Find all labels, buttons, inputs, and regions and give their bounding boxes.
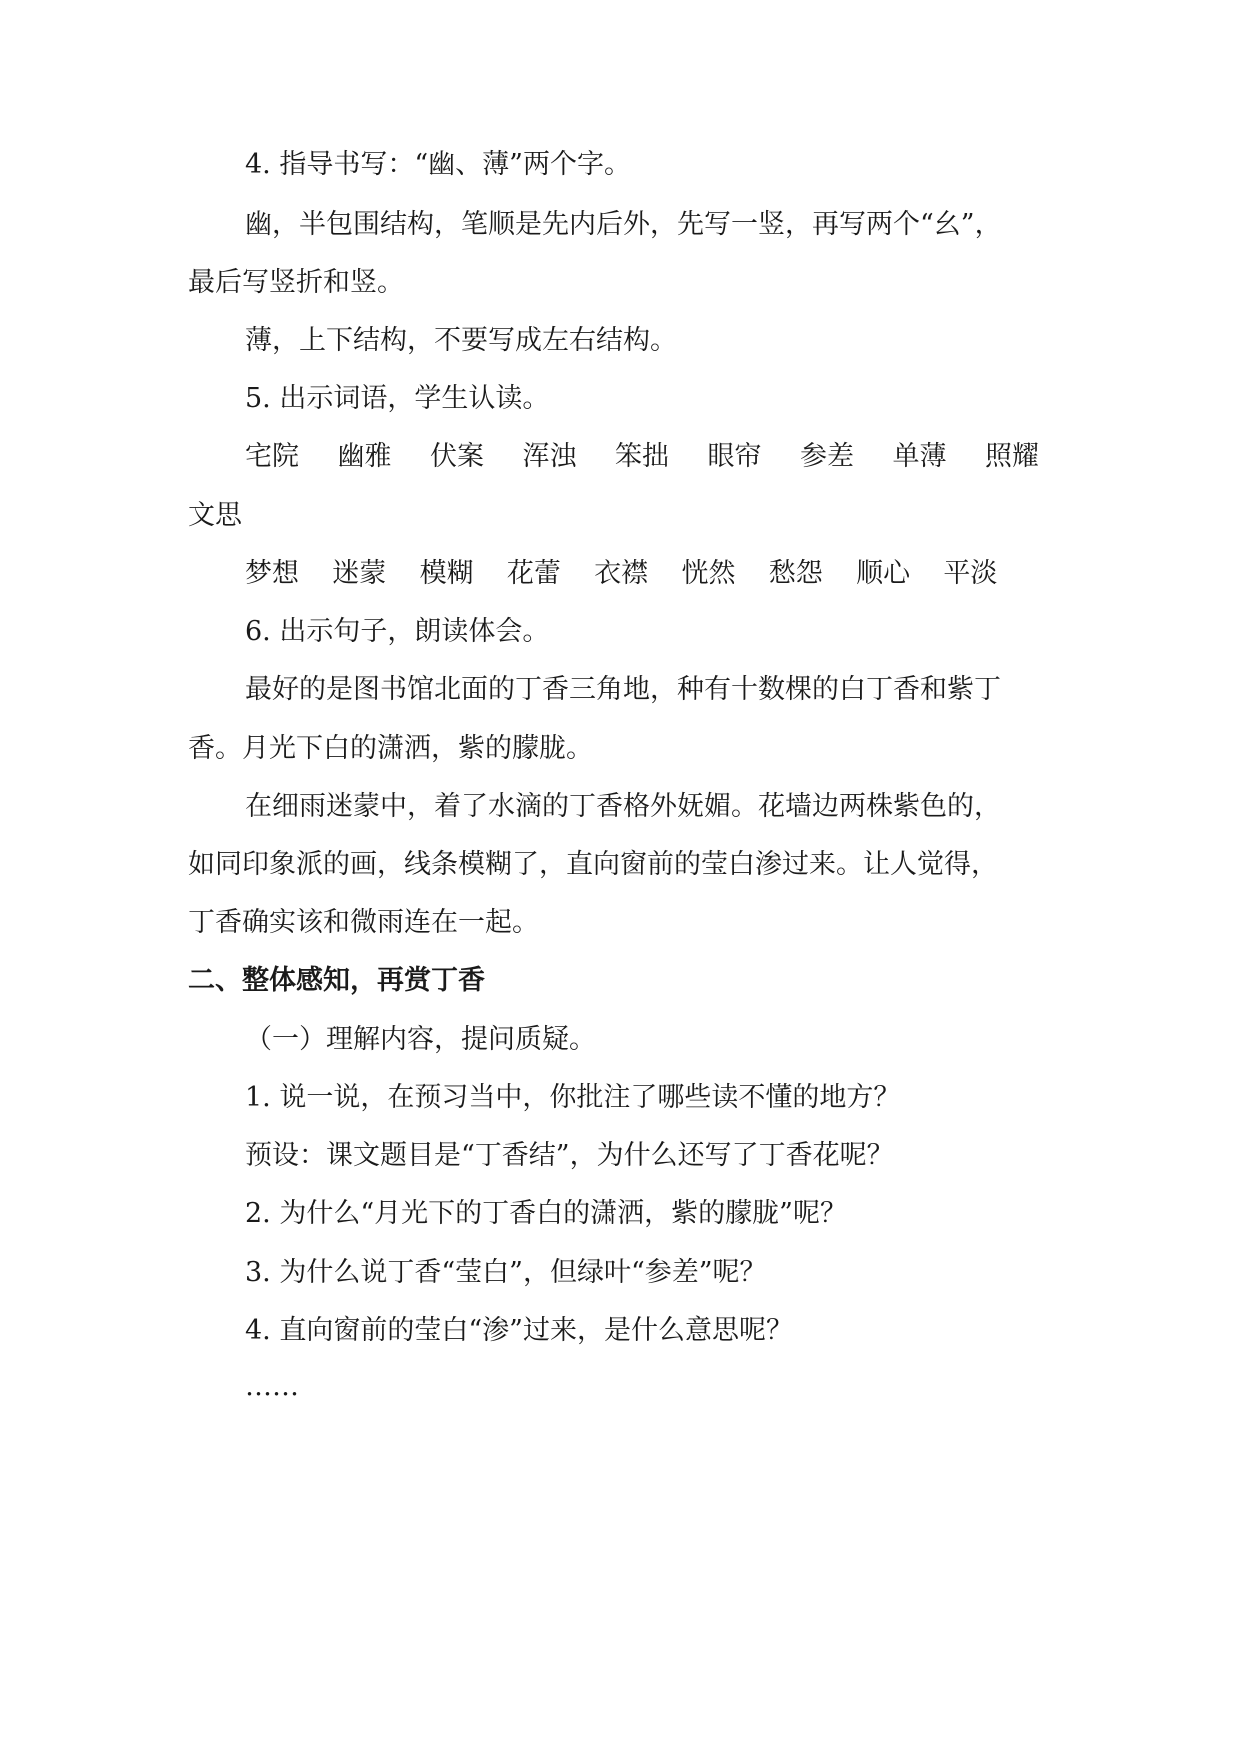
word-item: 花蕾 xyxy=(506,558,561,589)
section-heading: 二、整体感知，再赏丁香 xyxy=(188,965,485,996)
question-item: 2. 为什么“月光下的丁香白的潇洒，紫的朦胧”呢？ xyxy=(245,1198,847,1229)
word-item: 愁怨 xyxy=(768,558,823,589)
word-list-row-2 xyxy=(245,554,1241,594)
ellipsis: …… xyxy=(245,1371,299,1402)
word-item: 迷蒙 xyxy=(332,558,387,589)
word-item: 伏案 xyxy=(430,441,484,472)
quote-line: 在细雨迷蒙中，着了水滴的丁香格外妩媚。花墙边两株紫色的， xyxy=(245,791,1001,822)
paragraph-you-structure: 幽，半包围结构，笔顺是先内后外，先写一竖，再写两个“幺”， xyxy=(245,209,1002,240)
word-item: 眼帘 xyxy=(707,441,762,472)
word-item: 笨拙 xyxy=(615,441,669,472)
word-item: 衣襟 xyxy=(594,558,649,589)
word-item: 模糊 xyxy=(419,558,474,589)
question-item: 1. 说一说，在预习当中，你批注了哪些读不懂的地方？ xyxy=(245,1082,901,1113)
paragraph-writing-guide: 4. 指导书写：“幽、薄”两个字。 xyxy=(245,149,631,180)
word-item: 宅院 xyxy=(245,441,299,472)
quote-line: 香。月光下白的潇洒，紫的朦胧。 xyxy=(188,733,593,764)
quote-line: 如同印象派的画，线条模糊了，直向窗前的莹白渗过来。让人觉得， xyxy=(188,849,998,880)
word-item: 平淡 xyxy=(943,558,998,589)
quote-line: 丁香确实该和微雨连在一起。 xyxy=(188,907,539,938)
paragraph-show-sentences: 6. 出示句子，朗读体会。 xyxy=(245,616,550,647)
word-list-row-1 xyxy=(245,437,1241,477)
paragraph-show-words: 5. 出示词语，学生认读。 xyxy=(245,383,550,414)
word-list-row-1-cont: 文思 xyxy=(188,500,242,531)
word-item: 单薄 xyxy=(892,441,947,472)
word-item: 照耀 xyxy=(985,441,1039,472)
word-item: 恍然 xyxy=(681,558,736,589)
subsection-title: （一）理解内容，提问质疑。 xyxy=(245,1024,596,1055)
paragraph-you-structure-cont: 最后写竖折和竖。 xyxy=(188,267,404,298)
question-item: 4. 直向窗前的莹白“渗”过来，是什么意思呢？ xyxy=(245,1315,793,1346)
quote-line: 最好的是图书馆北面的丁香三角地，种有十数棵的白丁香和紫丁 xyxy=(245,674,1001,705)
word-item: 幽雅 xyxy=(337,441,392,472)
word-item: 梦想 xyxy=(245,558,299,589)
word-item: 顺心 xyxy=(856,558,911,589)
word-item: 浑浊 xyxy=(522,441,577,472)
word-item: 参差 xyxy=(800,441,854,472)
question-item: 预设：课文题目是“丁香结”，为什么还写了丁香花呢？ xyxy=(245,1140,894,1171)
question-item: 3. 为什么说丁香“莹白”，但绿叶“参差”呢？ xyxy=(245,1257,767,1288)
paragraph-bao-structure: 薄，上下结构，不要写成左右结构。 xyxy=(245,325,677,356)
